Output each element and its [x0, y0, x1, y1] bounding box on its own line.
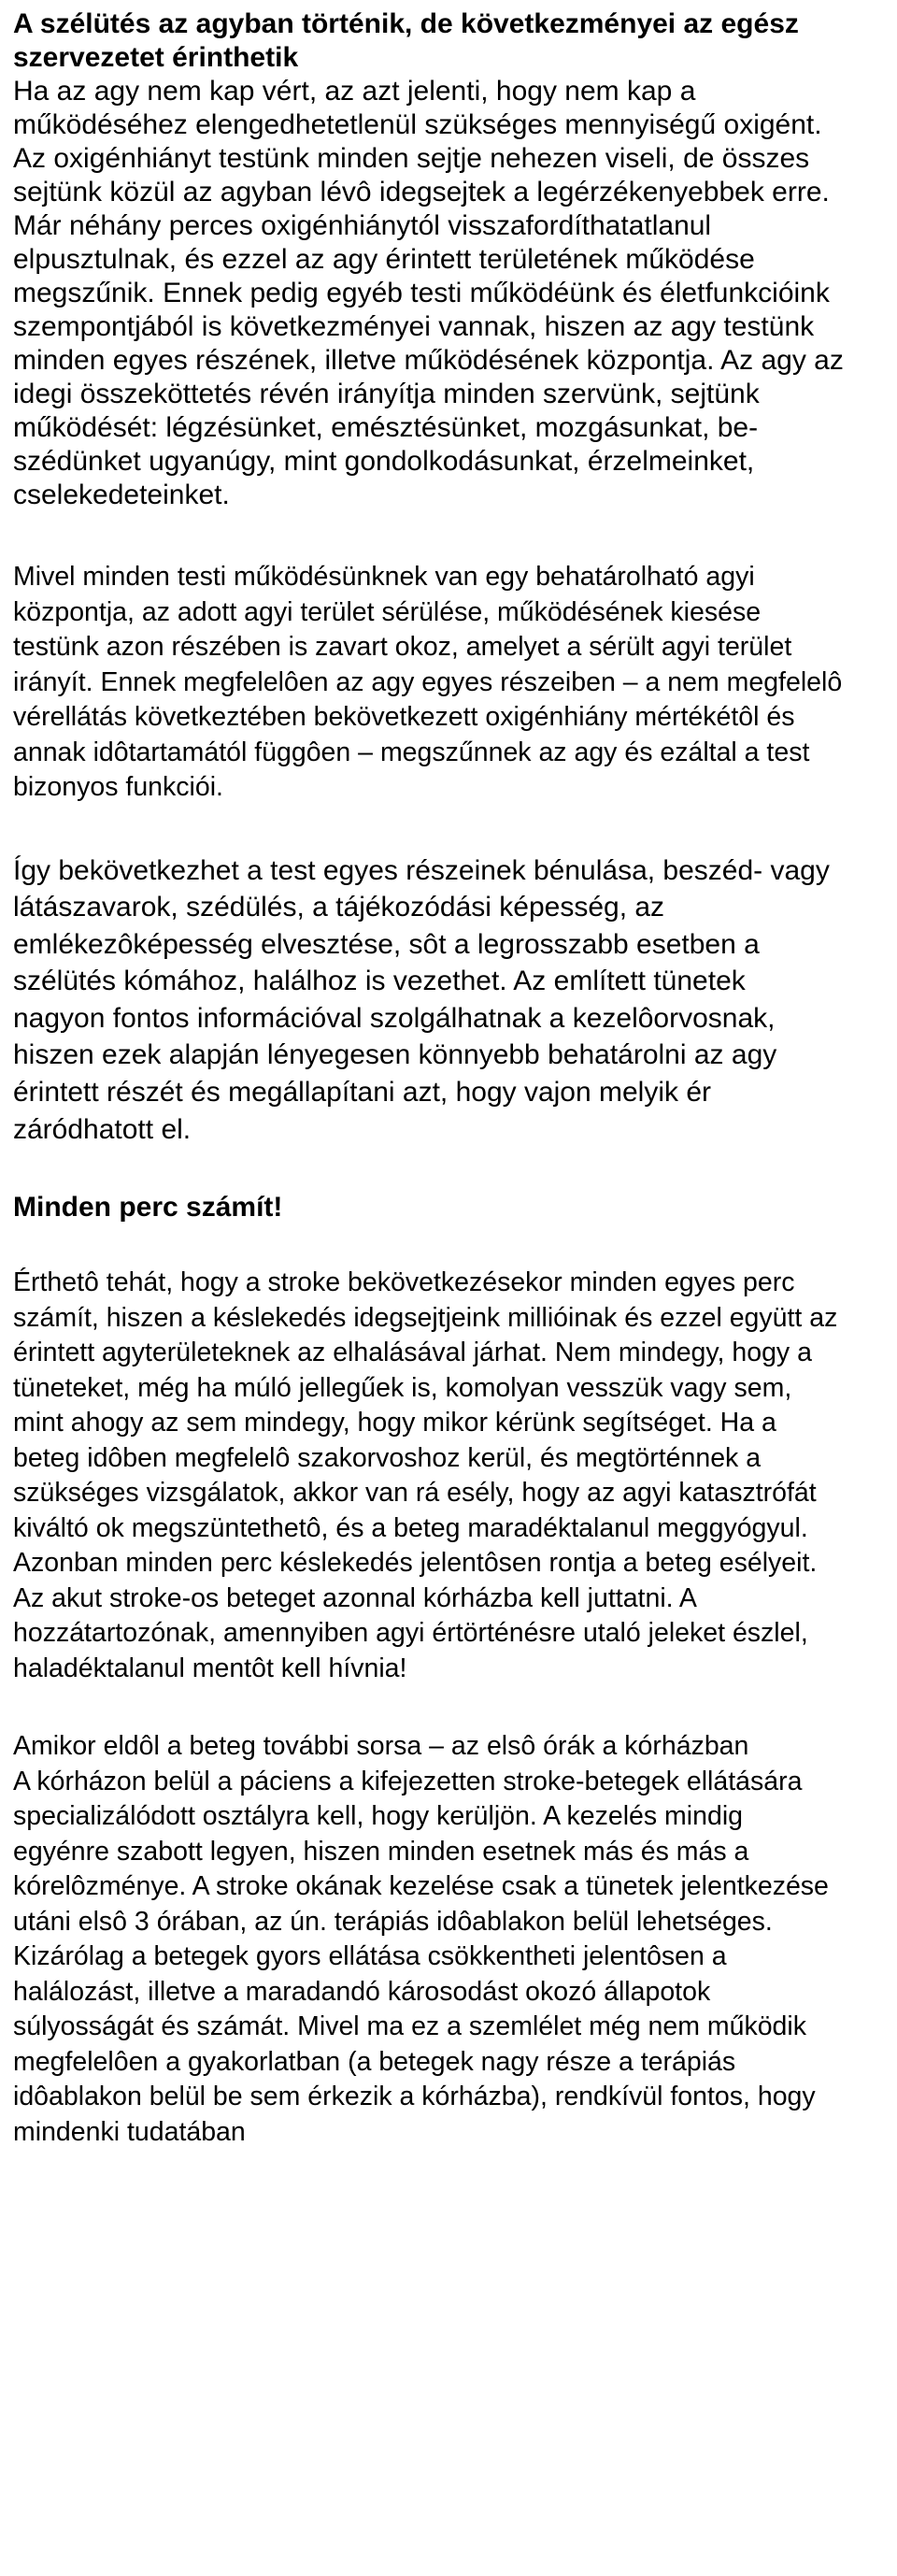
paragraph-hospital-care: A kórházon belül a páciens a kifejezetten stroke-betegek ellátására specializálódott osztályra kell, hogy kerüljön. A kezelés mindig egyénre szabott legyen, hiszen minden esetnek más és más a kórelôzménye. A stroke okának kezelése csak a tünetek jelentkezése utáni elsô 3 órában, az ún. terápiás idôablakon belül lehetséges. Kizárólag a betegek gyors ellátása csökkentheti jelentôsen a halálozást, illetve a maradandó károsodást okozó állapotok súlyosságát és számát. Mivel ma ez a szemlélet még nem működik megfelelôen a gyakorlatban (a betegek nagy része a terápiás idôablakon belül be sem érkezik a kórházba), rendkívül fontos, hogy mindenki tudatában: [13, 1766, 829, 2147]
paragraph-oxygen-deficiency: Ha az agy nem kap vért, az azt jelenti, hogy nem kap a működéséhez elengedhetetlenül szükséges mennyiségű oxigént. Az oxigénhiányt testünk minden sejtje nehezen viseli, de összes sejtünk közül az agyban lévô idegsejtek a legérzékenyebbek erre. Már néhány perces oxigénhiánytól visszafordíthatatlanul elpusztulnak, és ezzel az agy érintett területének működése megszűnik. Ennek pedig egyéb testi működéünk és életfunkcióink szempontjából is következményei vannak, hiszen az agy testünk minden egyes részének, illetve működésének központja. Az agy az idegi összeköttetés révén irányítja minden szervünk, sejtünk működését: légzésünket, emésztésünket, mozgásunkat, be-szédünket ugyanúgy, mint gondolkodásunkat, érzelmeinket, cselekedeteinket.: [13, 76, 844, 510]
section-stroke-consequences: [13, 7, 845, 512]
section-title: A szélütés az agyban történik, de következményei az egész szervezetet érinthetik: [13, 8, 799, 73]
subheading-first-hours: Amikor eldôl a beteg további sorsa – az elsô órák a kórházban: [13, 1731, 749, 1762]
paragraph-brain-centers: Mivel minden testi működésünknek van egy behatárolható agyi központja, az adott agyi terület sérülése, működésének kiesése testünk azon részében is zavart okoz, amelyet a sérült agyi terület irányít. Ennek megfelelôen az agy egyes részeiben – a nem megfelelô vérellátás következtében bekövetkezett oxigénhiány mértékétôl és annak idôtartamától függôen – megszűnnek az agy és ezáltal a test bizonyos funkciói.: [13, 562, 843, 802]
heading-every-minute-counts: Minden perc számít!: [13, 1192, 283, 1224]
paragraph-symptoms: Így bekövetkezhet a test egyes részeinek bénulása, beszéd- vagy látászavarok, szédülés, a tájékozódási képesség, az emlékezôképesség elvesztése, sôt a legrosszabb esetben a szélütés kómához, halálhoz is vezethet. Az említett tünetek nagyon fontos információval szolgálhatnak a kezelôorvosnak, hiszen ezek alapján lényegesen könnyebb behatárolni az agy érintett részét és megállapítani azt, hogy vajon melyik ér záródhatott el.: [13, 854, 830, 1145]
paragraph-urgency: Érthetô tehát, hogy a stroke bekövetkezésekor minden egyes perc számít, hiszen a késlekedés idegsejtjeink millióinak és ezzel együtt az érintett agyterületeknek az elhalásával járhat. Nem mindegy, hogy a tüneteket, még ha múló jellegűek is, komolyan vesszük vagy sem, mint ahogy az sem mindegy, hogy mikor kérünk segítséget. Ha a beteg idôben megfelelô szakorvoshoz kerül, és megtörténnek a szükséges vizsgálatok, akkor van rá esély, hogy az agyi katasztrófát kiváltó ok megszüntethetô, és a beteg maradéktalanul meggyógyul. Azonban minden perc késlekedés jelentôsen rontja a beteg esélyeit. Az akut stroke-os beteget azonnal kórházba kell juttatni. A hozzátartozónak, amennyiben agyi értörténésre utaló jeleket észlel, haladéktalanul mentôt kell hívnia!: [13, 1267, 838, 1683]
document-page: [13, 0, 845, 2150]
section-first-hours-hospital: [13, 1729, 845, 2150]
